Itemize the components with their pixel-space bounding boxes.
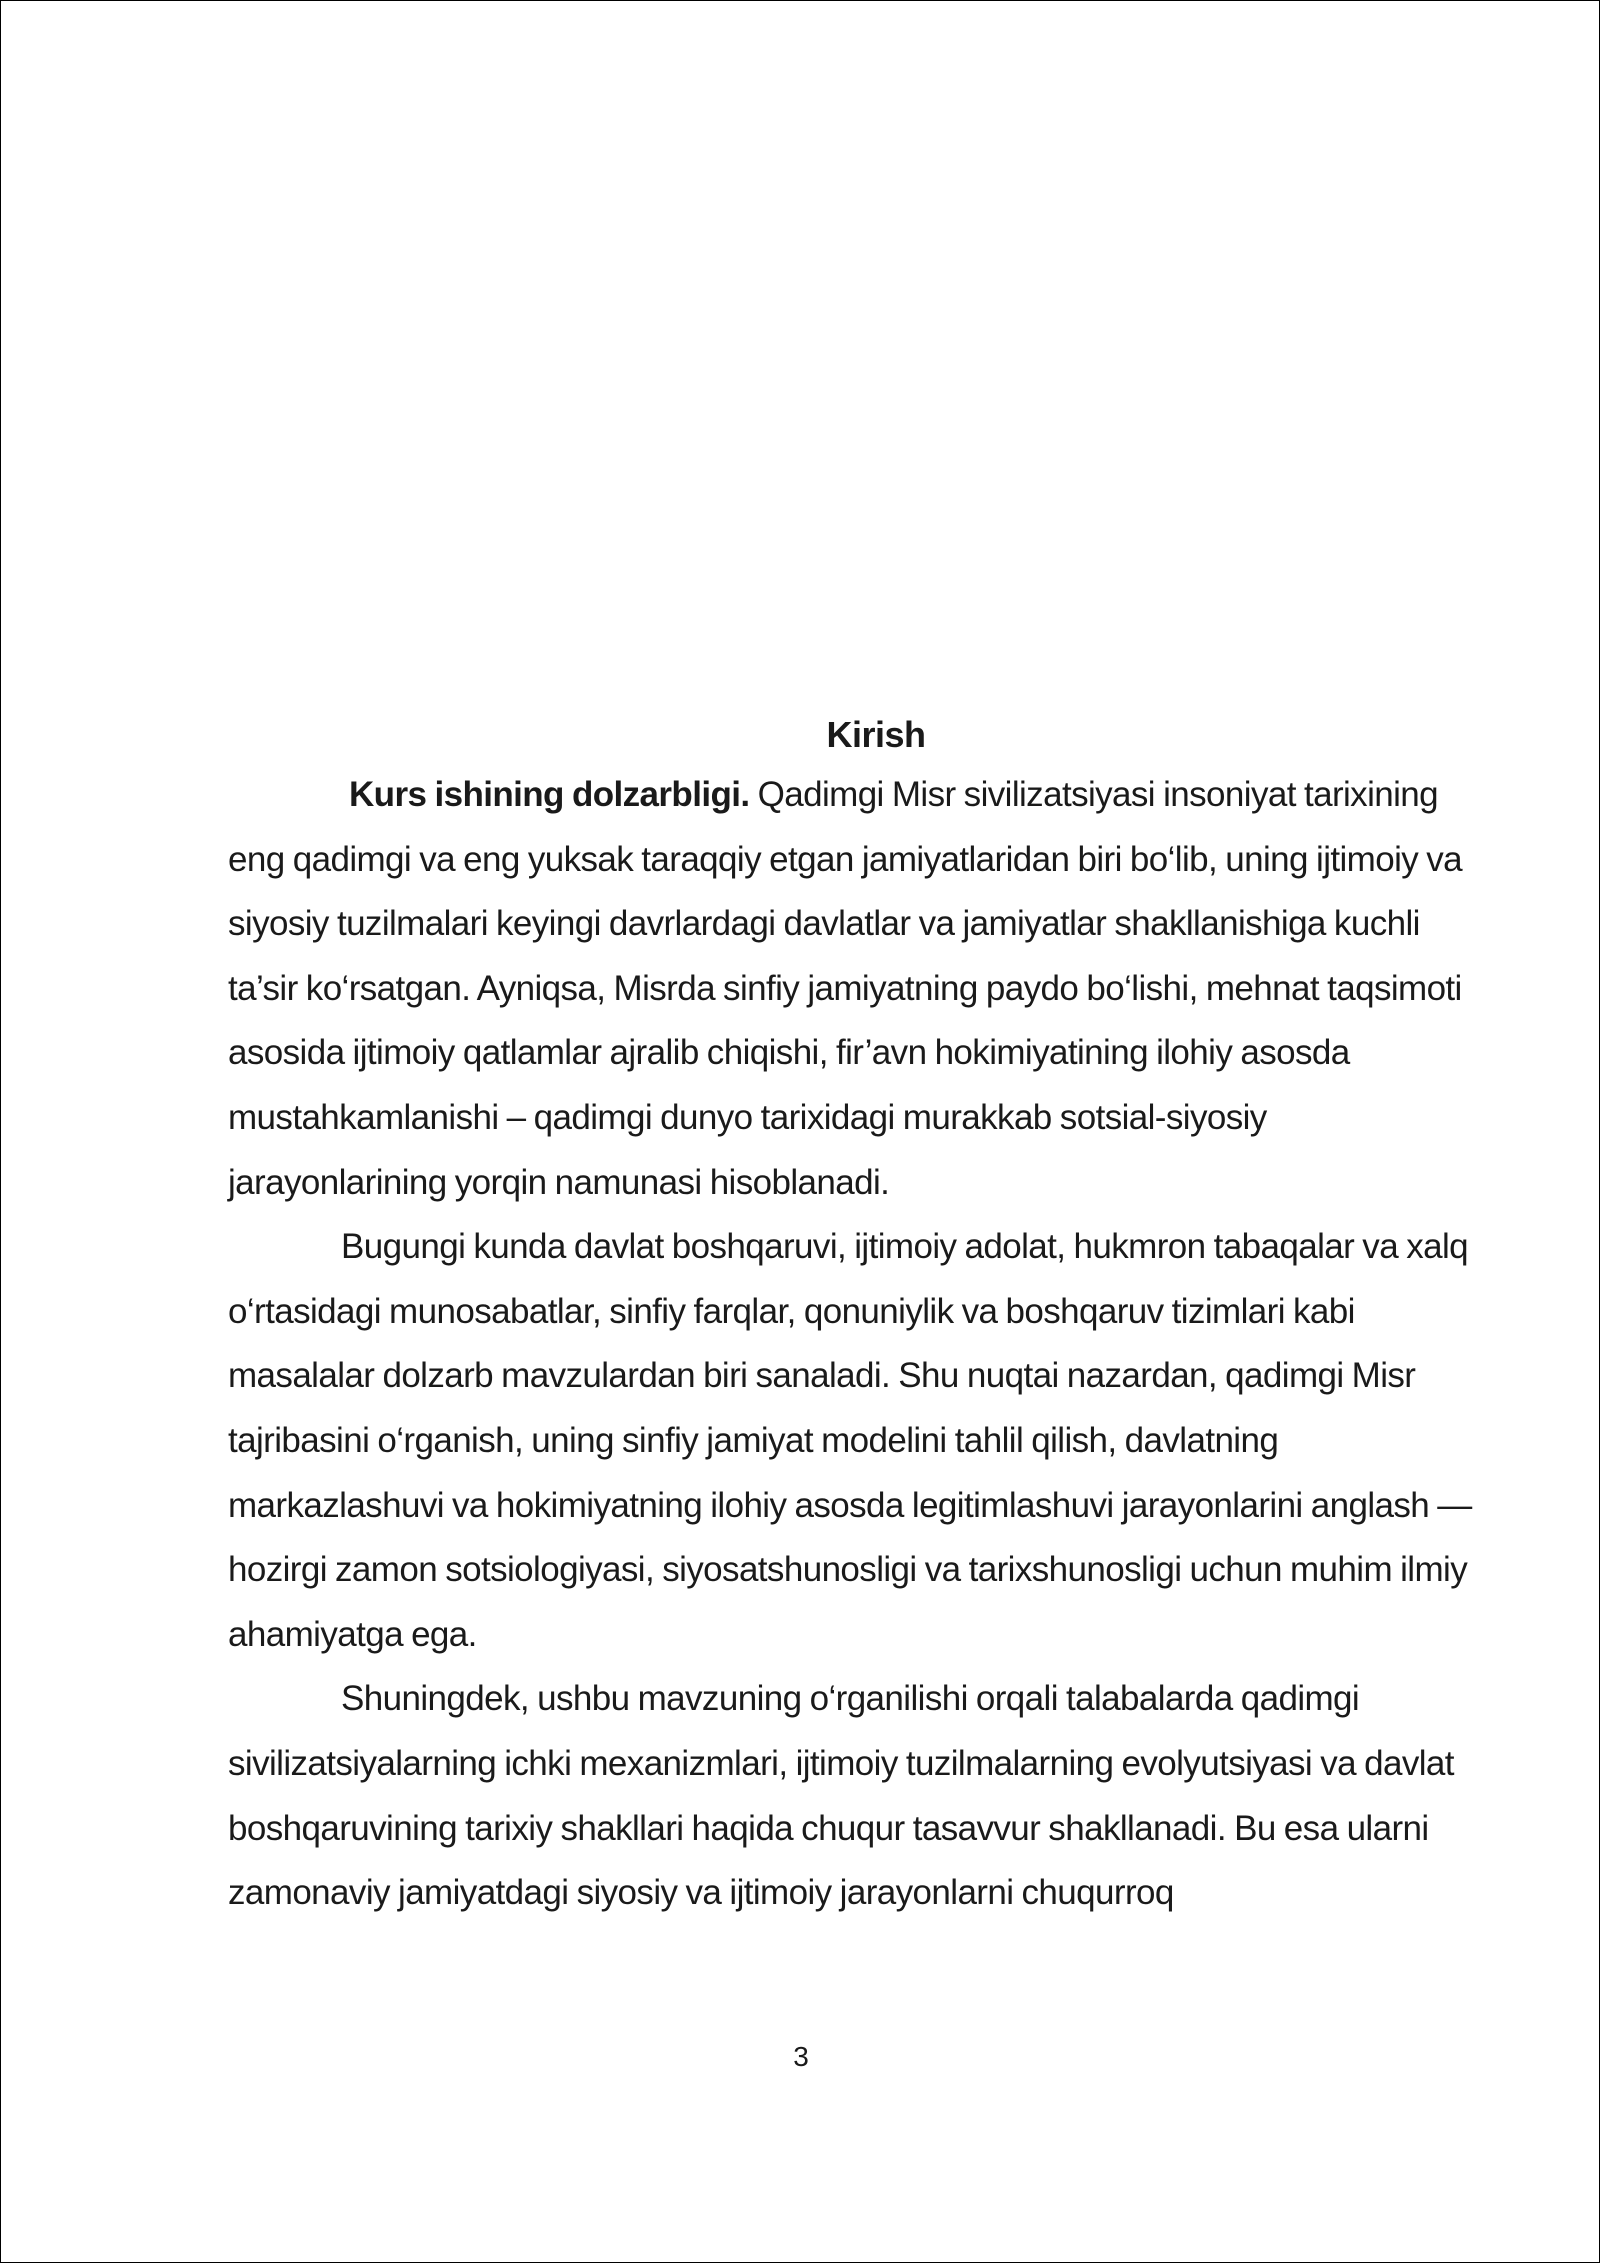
paragraph-study-value: Shuningdek, ushbu mavzuning o‘rganilishi orqali talabalarda qadimgi sivilizatsiyalarning ichki mexanizmlari, ijtimoiy tuzilmalarning evolyutsiyasi va davlat boshqaruvining tarixiy shakllari haqida chuqur tasavvur shakllanadi. Bu esa ularni zamonaviy jamiyatdagi siyosiy va ijtimoiy jarayonlarni chuqurroq [228, 1679, 1454, 1913]
paragraph-text: Qadimgi Misr sivilizatsiyasi insoniyat tarixining eng qadimgi va eng yuksak taraqqiy etgan jamiyatlaridan biri bo‘lib, uning ijtimoiy va siyosiy tuzilmalari keyingi davrlardagi davlatlar va jamiyatlar shakllanishiga kuchli ta’sir ko‘rsatgan. Ayniqsa, Misrda sinfiy jamiyatning paydo bo‘lishi, mehnat taqsimoti asosida ijtimoiy qatlamlar ajralib chiqishi, fir’avn hokimiyatining ilohiy asosda mustahkamlanishi – qadimgi dunyo tarixidagi murakkab sotsial-siyosiy jarayonlarining yorqin namunasi hisoblanadi. [228, 775, 1463, 1202]
paragraph-relevance [228, 763, 1483, 1215]
page-number: 3 [793, 2041, 809, 2072]
paragraph-modern-relevance: Bugungi kunda davlat boshqaruvi, ijtimoiy adolat, hukmron tabaqalar va xalq o‘rtasidagi munosabatlar, sinfiy farqlar, qonuniylik va boshqaruv tizimlari kabi masalalar dolzarb mavzulardan biri sanaladi. Shu nuqtai nazardan, qadimgi Misr tajribasini o‘rganish, uning sinfiy jamiyat modelini tahlil qilish, davlatning markazlashuvi va hokimiyatning ilohiy asosda legitimlashuvi jarayonlarini anglash — hozirgi zamon sotsiologiyasi, siyosatshunosligi va tarixshunosligi uchun muhim ilmiy ahamiyatga ega. [228, 1227, 1472, 1654]
paragraph-lead: Kurs ishining dolzarbligi. [349, 775, 750, 814]
page-content [228, 707, 1483, 1926]
section-heading: Kirish [826, 714, 926, 755]
